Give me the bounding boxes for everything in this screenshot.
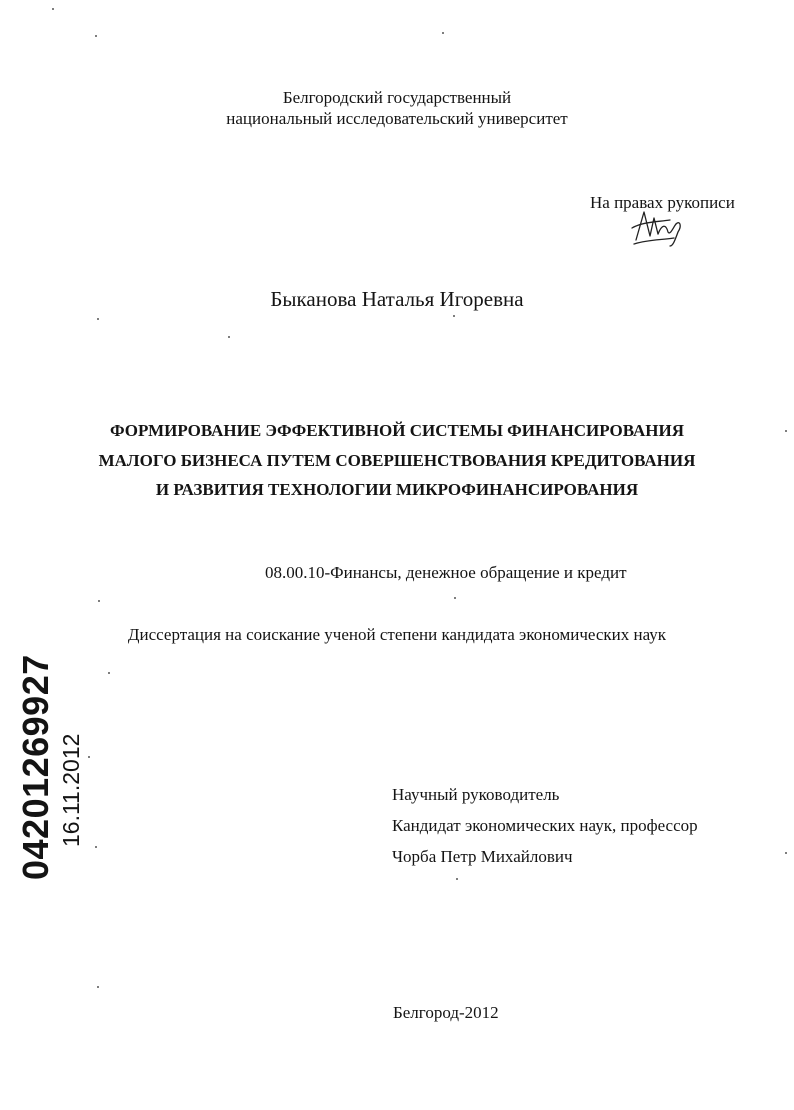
author-signature	[630, 206, 686, 248]
scan-speck	[97, 986, 99, 988]
scan-speck	[442, 32, 444, 34]
scan-speck	[108, 672, 110, 674]
scan-speck	[453, 315, 455, 317]
scan-speck	[228, 336, 230, 338]
supervisor-name: Чорба Петр Михайлович	[392, 847, 573, 866]
scan-speck	[95, 35, 97, 37]
dissertation-title-line3: И РАЗВИТИЯ ТЕХНОЛОГИИ МИКРОФИНАНСИРОВАНИЯ	[155, 480, 639, 499]
scan-speck	[785, 852, 787, 854]
registration-number-stamp: 04201269927	[15, 654, 56, 880]
scan-speck	[97, 318, 99, 320]
supervisor-label: Научный руководитель	[392, 785, 560, 804]
supervisor-credentials: Кандидат экономических наук, профессор	[392, 816, 698, 835]
place-year: Белгород-2012	[393, 1003, 499, 1022]
scan-speck	[52, 8, 54, 10]
dissertation-title-line2: МАЛОГО БИЗНЕСА ПУТЕМ СОВЕРШЕНСТВОВАНИЯ КРЕДИТОВАНИЯ	[98, 451, 696, 470]
manuscript-rights-note: На правах рукописи	[590, 193, 735, 212]
scan-speck	[456, 878, 458, 880]
registration-date-stamp: 16.11.2012	[58, 733, 84, 847]
university-name-line1: Белгородский государственный	[282, 88, 512, 107]
scan-speck	[454, 597, 456, 599]
scan-speck	[95, 846, 97, 848]
university-name-line2: национальный исследовательский университет	[226, 109, 568, 128]
scan-speck	[88, 756, 90, 758]
degree-statement: Диссертация на соискание ученой степени кандидата экономических наук	[127, 625, 667, 644]
scan-speck	[98, 600, 100, 602]
specialty-code: 08.00.10-Финансы, денежное обращение и кредит	[265, 563, 627, 582]
author-name: Быканова Наталья Игоревна	[270, 287, 524, 311]
dissertation-title-line1: ФОРМИРОВАНИЕ ЭФФЕКТИВНОЙ СИСТЕМЫ ФИНАНСИРОВАНИЯ	[109, 421, 684, 440]
